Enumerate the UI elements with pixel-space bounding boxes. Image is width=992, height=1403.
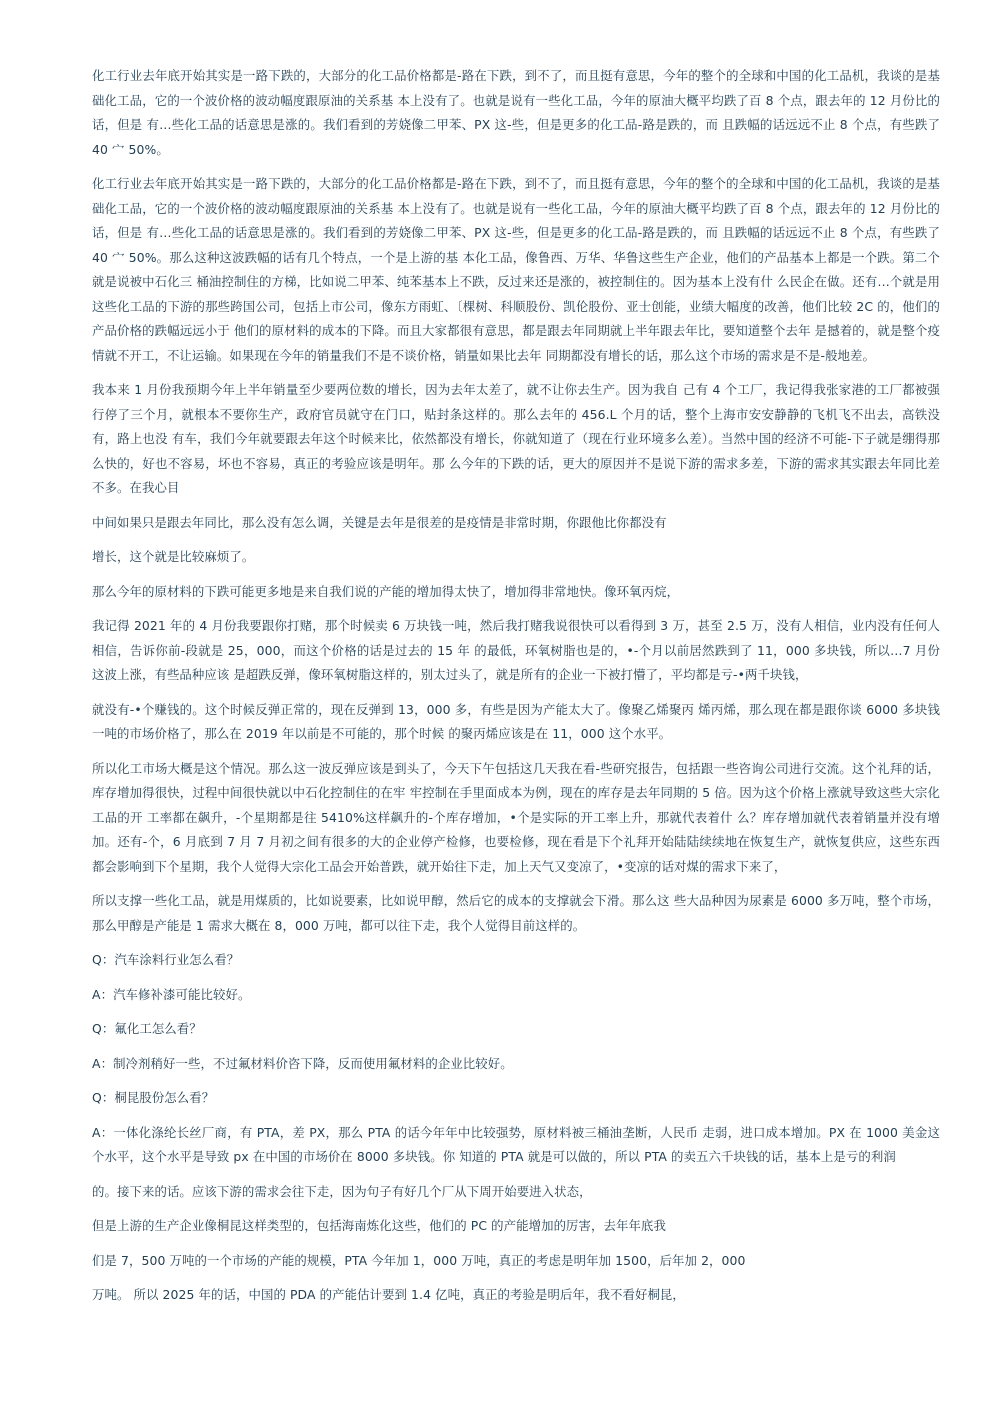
paragraph: 就没有-•个赚钱的。这个时候反弹正常的，现在反弹到 13，000 多，有些是因为产能太大了。像聚乙烯聚丙 烯丙烯，那么现在都是跟你谈 6000 多块钱一吨的市场价格了，那么在 2019 年以前是不可能的，那个时候 的聚丙烯应该是在 11，000 这个水平。 bbox=[92, 701, 940, 741]
paragraph: 增长，这个就是比较麻烦了。 bbox=[92, 549, 255, 564]
paragraph: 的。接下来的话。应该下游的需求会往下走，因为句子有好几个厂从下周开始要进入状态， bbox=[92, 1183, 592, 1199]
question-line: Q：氟化工怎么看？ bbox=[92, 1021, 202, 1036]
paragraph: 所以支撑一些化工品，就是用煤质的，比如说要素，比如说甲醇，然后它的成本的支撑就会下滑。那么这 些大品种因为尿素是 6000 多万吨，整个市场，那么甲醇是产能是 1 需求大概在 8，000 万吨，都可以往下走，我个人觉得目前这样的。 bbox=[92, 893, 940, 933]
paragraph: 们是 7，500 万吨的一个市场的产能的规模，PTA 今年加 1，000 万吨，真正的考虑是明年加 1500，后年加 2，000 bbox=[92, 1252, 746, 1268]
paragraph: 所以化工市场大概是这个情况。那么这一波反弹应该是到头了，今天下午包括这几天我在看-些研究报告，包括跟一些咨询公司进行交流。这个礼拜的话，库存增加得很快，过程中间很快就以中石化控制住的在牢 牢控制在手里面成本为例，现在的库存是去年同期的 5 倍。因为这个价格上涨就导致这些大宗化工品的开 工率都在飙升，-个星期都是往 5410%这样飙升的-个库存增加，•个是实际的开工率上升，那就代表着什 么？库存增加就代表着销量并没有增加。还有-个，6 月底到 7 月 7 月初之间有很多的大的企业停产检修，也要检修，现在看是下个礼拜开始陆陆续续地在恢复生产，就恢复供应，这些东西都会影响到下个星期，我个人觉得大宗化工品会开始普跌，就开始往下走，加上天气又变凉了，•变凉的话对煤的需求下来了， bbox=[92, 760, 940, 874]
answer-line: A：一体化涤纶长丝厂商，有 PTA，差 PX，那么 PTA 的话今年年中比较强势，原材料被三桶油垄断，人民币 走弱，进口成本增加。PX 在 1000 美金这个水平，这个水平是导致 px 在中国的市场价在 8000 多块钱。你 知道的 PTA 就是可以做的，所以 PTA 的卖五六千块钱的话，基本上是亏的利润 bbox=[92, 1124, 940, 1164]
paragraph: 我记得 2021 年的 4 月份我要跟你打赌，那个时候卖 6 万块钱一吨，然后我打赌我说很快可以看得到 3 万，甚至 2.5 万，没有人相信，业内没有任何人相信，告诉你前-段就是 25，000，而这个价格的话是过去的 15 年 的最低，环氧树脂也是的，•-个月以前居然跌到了 11，000 多块钱，所以…7 月份这波上涨，有些品种应该 是超跌反弹，像环氧树脂这样的，别太过头了，就是所有的企业一下被打懵了，平均都是亏-•两千块钱， bbox=[92, 618, 940, 682]
answer-line: A：制冷剂稍好一些，不过氟材料价咨下降，反而使用氟材料的企业比较好。 bbox=[92, 1055, 513, 1071]
paragraph: 但是上游的生产企业像桐昆这样类型的，包括海南炼化这些，他们的 PC 的产能增加的厉害，去年年底我 bbox=[92, 1218, 666, 1233]
paragraph: 化工行业去年底开始其实是一路下跌的，大部分的化工品价格都是-路在下跌，到不了，而且挺有意思，今年的整个的全球和中国的化工品机，我谈的是基础化工品，它的一个波价格的波动幅度跟原油的关系基 本上没有了。也就是说有一些化工品，今年的原油大概平均跌了百 8 个点，跟去年的 12 月份比的话，但是 有…些化工品的话意思是涨的。我们看到的芳娆像二甲苯、PX 这-些，但是更多的化工品-路是跌的，而 且跌幅的话远远不止 8 个点，有些跌了 40 宀 50%。 bbox=[92, 68, 940, 157]
question-line: Q：汽车涂料行业怎么看？ bbox=[92, 952, 240, 967]
paragraph: 中间如果只是跟去年同比，那么没有怎么调，关键是去年是很差的是疫情是非常时期，你跟他比你都没有 bbox=[92, 514, 667, 530]
question-line: Q：桐昆股份怎么看？ bbox=[92, 1090, 215, 1105]
paragraph: 我本来 1 月份我预期今年上半年销量至少要两位数的增长，因为去年太差了，就不让你去生产。因为我自 己有 4 个工厂，我记得我张家港的工厂都被强行停了三个月，就根本不要你生产，政府官员就守在门口，贴封条这样的。那么去年的 456.L 个月的话，整个上海市安安静静的飞机飞不出去，高铁没有，路上也没 有车，我们今年就要跟去年这个时候来比，依然都没有增长，你就知道了（现在行业环境多么差）。当然中国的经济不可能-下子就是绷得那么快的，好也不容易，坏也不容易，真正的考验应该是明年。那 么今年的下跌的话，更大的原因并不是说下游的需求多差，下游的需求其实跟去年同比差不多。在我心目 bbox=[92, 382, 940, 495]
paragraph: 万吨。 所以 2025 年的话，中国的 PDA 的产能估计要到 1.4 亿吨，真正的考验是明后年，我不看好桐昆， bbox=[92, 1287, 685, 1302]
paragraph: 那么今年的原材料的下跌可能更多地是来自我们说的产能的增加得太快了，增加得非常地快。像环氧丙烷， bbox=[92, 583, 680, 599]
answer-line: A：汽车修补漆可能比较好。 bbox=[92, 986, 251, 1002]
paragraph: 化工行业去年底开始其实是一路下跌的，大部分的化工品价格都是-路在下跌，到不了，而且挺有意思，今年的整个的全球和中国的化工品机，我谈的是基础化工品，它的一个波价格的波动幅度跟原油的关系基 本上没有了。也就是说有一些化工品，今年的原油大概平均跌了百 8 个点，跟去年的 12 月份比的话，但是 有…些化工品的话意思是涨的。我们看到的芳娆像二甲苯、PX 这-些，但是更多的化工品-路是跌的，而 且跌幅的话远远不止 8 个点，有些跌了 40 宀 50%。那么这种这波跌幅的话有几个特点，一个是上游的基 本化工品，像鲁西、万华、华鲁这些生产企业，他们的产品基本上都是一个跌。第二个就是说被中石化三 桶油控制住的方梯，比如说二甲苯、纯苯基本上不跌，反过来还是涨的，被控制住的。因为基本上没有什 么民企在做。还有…个就是用这些化工品的下游的那些跨国公司，包括上市公司，像东方雨虹、〔棵树、科顺股份、凯伦股份、亚士创能，业绩大幅度的改善，他们比较 2C 的，他们的产品价格的跌幅远远小于 他们的原材料的成本的下降。而且大家都很有意思，都是跟去年同期就上半年跟去年比，要知道整个去年 是撼着的，就是整个疫情就不开工，不让运输。如果现在今年的销量我们不是不谈价格，销量如果比去年 同期都没有增长的话，那么这个市场的需求是不是-般地差。 bbox=[92, 176, 940, 363]
document-body bbox=[92, 64, 940, 1318]
